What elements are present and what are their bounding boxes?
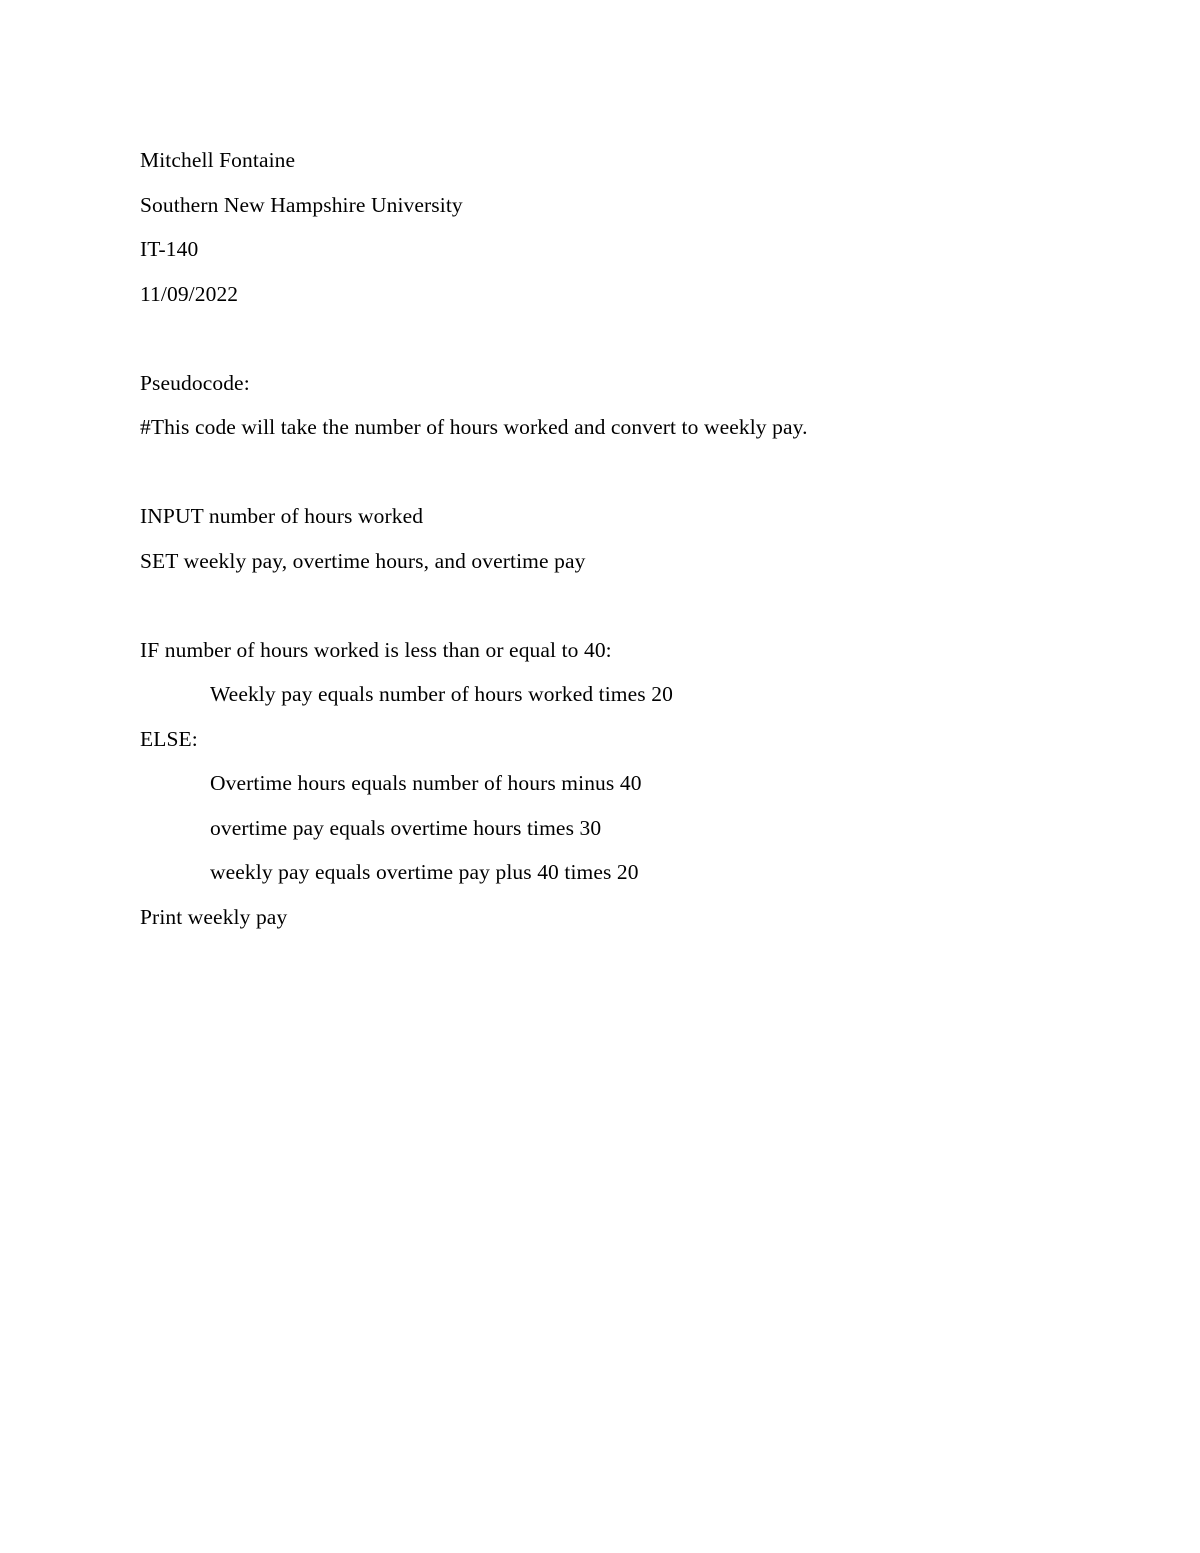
pseudocode-else-body-2: overtime pay equals overtime hours times 30 — [210, 815, 602, 840]
pseudocode-label: Pseudocode: — [140, 370, 250, 395]
pseudocode-comment: #This code will take the number of hours worked and convert to weekly pay. — [140, 415, 808, 439]
pseudocode-else-body-3: weekly pay equals overtime pay plus 40 times 20 — [210, 860, 639, 884]
course-line: IT-140 — [140, 237, 199, 261]
pseudocode-input-line: INPUT number of hours worked — [140, 504, 424, 528]
institution-line: Southern New Hampshire University — [140, 192, 463, 217]
pseudocode-set-line: SET weekly pay, overtime hours, and overtime pay — [140, 548, 586, 573]
pseudocode-else-body-1: Overtime hours equals number of hours minus 40 — [210, 771, 642, 795]
spacer-line-3 — [140, 583, 1060, 628]
spacer-line-2 — [140, 450, 1060, 495]
spacer-line-1 — [140, 316, 1060, 361]
pseudocode-if-body: Weekly pay equals number of hours worked times 20 — [210, 682, 673, 706]
date-line: 11/09/2022 — [140, 281, 239, 306]
pseudocode-else-line: ELSE: — [140, 726, 198, 751]
author-line: Mitchell Fontaine — [140, 148, 296, 172]
document-body — [140, 138, 1060, 939]
pseudocode-if-line: IF number of hours worked is less than or equal to 40: — [140, 637, 612, 662]
pseudocode-print-line: Print weekly pay — [140, 904, 288, 929]
